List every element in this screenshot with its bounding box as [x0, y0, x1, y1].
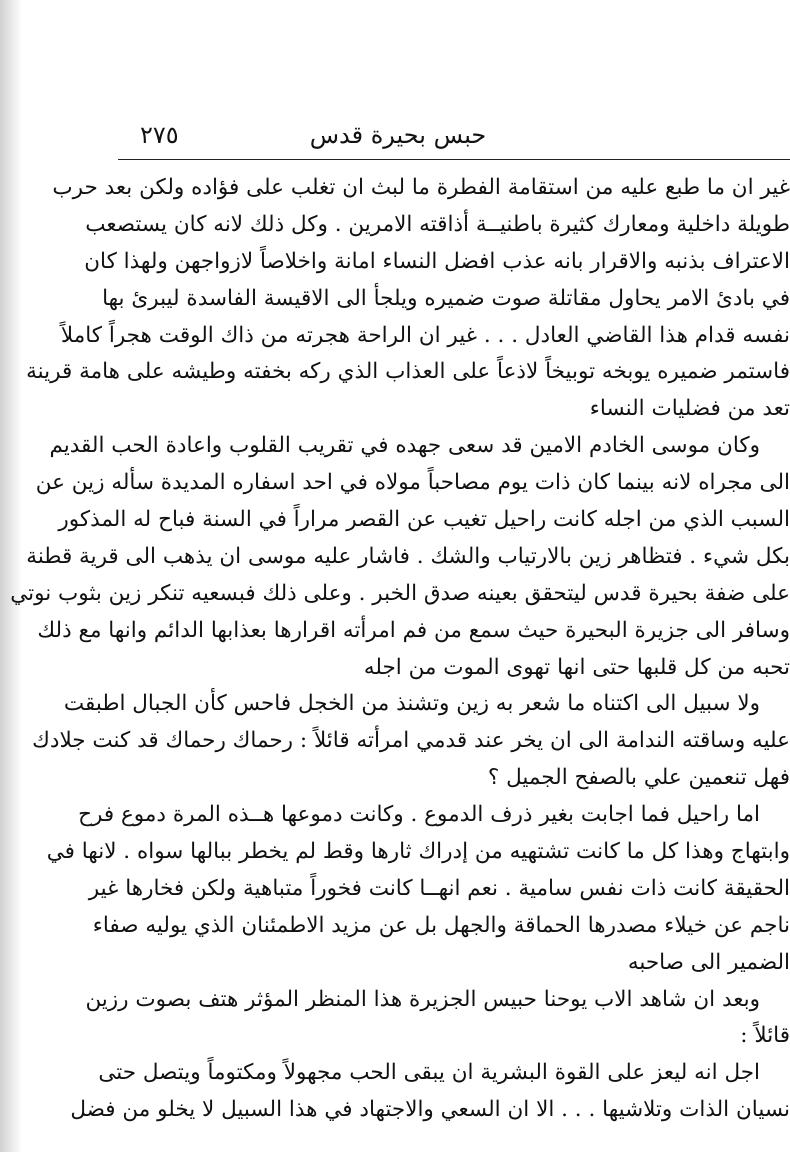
- text-line: الى مجراه لانه بينما كان ذات يوم مصاحباً مولاه في احد اسفاره المديدة سأله زين عن: [35, 470, 790, 496]
- text-line: في بادئ الامر يحاول مقاتلة صوت ضميره ويلجأ الى الاقيسة الفاسدة ليبرئ بها: [102, 285, 790, 311]
- text-line: الحقيقة كانت ذات نفس سامية . نعم انهــا كانت فخوراً متباهية ولكن فخارها غير: [88, 875, 790, 901]
- text-line: وبعد ان شاهد الاب يوحنا حبيس الجزيرة هذا المنظر المؤثر هتف بصوت رزين: [85, 986, 760, 1012]
- text-line: فاستمر ضميره يوبخه توبيخاً لاذعاً على العذاب الذي ركه بخفته وطيشه على هامة قرينة: [26, 359, 790, 385]
- text-line: فهل تنعمين علي بالصفح الجميل ؟: [487, 765, 790, 791]
- text-line: وكان موسى الخادم الامين قد سعى جهده في تقريب القلوب واعادة الحب القديم: [49, 433, 760, 459]
- text-line: الاعتراف بذنبه والاقرار بانه عذب افضل النساء امانة واخلاصاً لازواجهن ولهذا كان: [84, 248, 790, 274]
- text-line: ناجم عن خيلاء مصدرها الحماقة والجهل بل عن مزيد الاطمئنان الذي يوليه صفاء: [92, 912, 790, 938]
- text-line: تعد من فضليات النساء: [589, 396, 790, 422]
- page-header: [118, 110, 678, 158]
- text-line: عليه وساقته الندامة الى ان يخر عند قدمي امرأته قائلاً : رحماك رحماك قد كنت جلادك: [32, 728, 790, 754]
- text-line: نفسه قدام هذا القاضي العادل . . . غير ان الراحة هجرته من ذاك الوقت هجراً كاملاً: [60, 322, 790, 348]
- page-number: ٢٧٥: [140, 121, 179, 149]
- text-line: تحبه من كل قلبها حتى انها تهوى الموت من اجله: [363, 654, 790, 680]
- text-line: قائلاً :: [740, 1023, 790, 1049]
- text-line: وسافر الى جزيرة البحيرة حيث سمع من فم امرأته اقرارها بعذابها الدائم وانها مع ذلك: [37, 617, 790, 643]
- text-line: الضمير الى صاحبه: [627, 949, 790, 975]
- text-line: غير ان ما طبع عليه من استقامة الفطرة ما لبث ان تغلب على فؤاده ولكن بعد حرب: [52, 175, 790, 200]
- body-text: [10, 170, 790, 1129]
- header-rule: [118, 159, 790, 160]
- text-line: ولا سبيل الى اكتناه ما شعر به زين وتشنذ من الخجل فاحس كأن الجبال اطبقت: [63, 691, 760, 717]
- running-title: حبس بحيرة قدس: [309, 121, 487, 149]
- text-line: اما راحيل فما اجابت بغير ذرف الدموع . وكانت دموعها هــذه المرة دموع فرح: [78, 802, 760, 828]
- text-line: على ضفة بحيرة قدس ليتحقق بعينه صدق الخبر . وعلى ذلك فبسعيه تنكر زين بثوب نوتي: [10, 580, 790, 606]
- text-line: وابتهاج وهذا كل ما كانت تشتهيه من إدراك ثارها وقط لم يخطر ببالها سواه . لانها في: [46, 839, 790, 865]
- text-line: نسيان الذات وتلاشيها . . . الا ان السعي والاجتهاد في هذا السبيل لا يخلو من فضل: [70, 1097, 790, 1123]
- text-line: السبب الذي من اجله كانت راحيل تغيب عن القصر مراراً في السنة فباح له المذكور: [58, 507, 790, 533]
- text-line: طويلة داخلية ومعارك كثيرة باطنيــة أذاقته الامرين . وكل ذلك لانه كان يستصعب: [85, 211, 790, 237]
- text-line: اجل انه ليعز على القوة البشرية ان يبقى الحب مجهولاً ومكتوماً ويتصل حتى: [98, 1060, 760, 1086]
- text-line: بكل شيء . فتظاهر زين بالارتياب والشك . فاشار عليه موسى ان يذهب الى قرية قطنة: [26, 543, 790, 569]
